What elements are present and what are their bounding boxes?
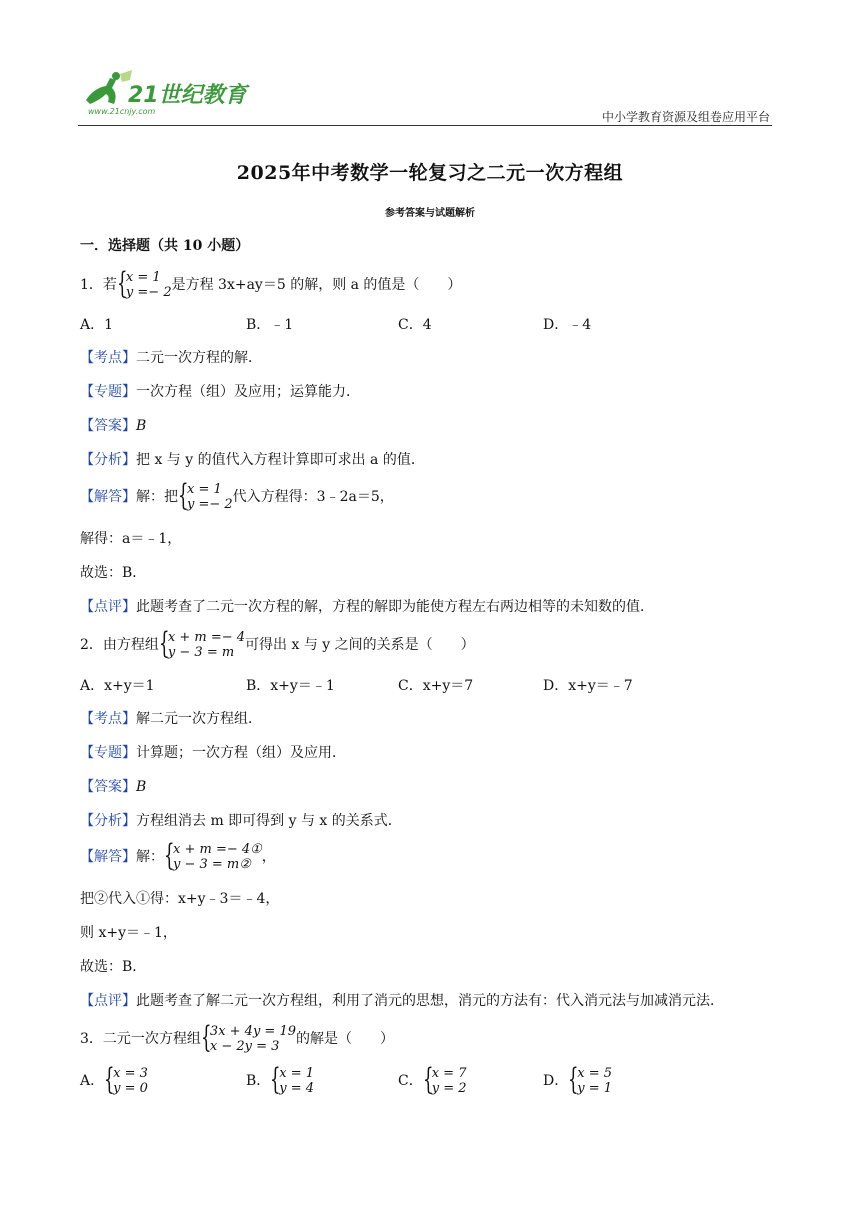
q1-comment: 【点评】此题考查了二元一次方程的解，方程的解即为能使方程左右两边相等的未知数的值．: [80, 599, 654, 615]
q2-step-2: 则 x+y＝﹣1，: [80, 925, 177, 941]
logo-url: www.21cnjy.com: [88, 107, 156, 116]
q2-kaodian: 【考点】解二元一次方程组．: [80, 711, 262, 727]
q1-number: 1．若: [80, 277, 117, 293]
q2-solution-system: { x + m =− 4① y − 3 = m②: [164, 838, 262, 873]
q3-system: { 3x + 4y = 19 x − 2y = 3: [200, 1020, 296, 1055]
q1-option-c: C．4: [398, 317, 432, 333]
q2-comment: 【点评】此题考查了解二元一次方程组，利用了消元的思想，消元的方法有：代入消元法与加减消元法．: [80, 993, 724, 1009]
q2-option-d: D．x+y＝﹣7: [543, 678, 633, 694]
q1-answer: 【答案】B: [80, 418, 147, 434]
q1-option-d: D．﹣4: [543, 317, 592, 333]
q3-option-d: D． { x = 5 y = 1: [543, 1062, 613, 1097]
q1-text: 是方程 3x+ay＝5 的解，则 a 的值是（ ）: [171, 277, 462, 293]
q3-stem: [80, 1020, 394, 1055]
q1-step: 解得：a＝﹣1，: [80, 531, 182, 547]
q1-analysis: 【分析】把 x 与 y 的值代入方程计算即可求出 a 的值．: [80, 452, 425, 468]
q1-choice: 故选：B．: [80, 565, 147, 581]
logo-text: 21世纪教育: [128, 83, 247, 108]
logo: [80, 70, 260, 120]
q3-option-b: B． { x = 1 y = 4: [246, 1062, 315, 1097]
document-subtitle: 参考答案与试题解析: [385, 208, 475, 219]
section-heading: 一．选择题（共 10 小题）: [80, 238, 250, 254]
q2-number: 2．由方程组: [80, 637, 159, 653]
q2-step-1: 把②代入①得：x+y﹣3＝﹣4，: [80, 891, 280, 907]
q2-zhuanti: 【专题】计算题；一次方程（组）及应用．: [80, 745, 346, 761]
q3-number: 3．二元一次方程组: [80, 1031, 201, 1047]
platform-name: 中小学教育资源及组卷应用平台: [601, 110, 770, 124]
runner-logo-icon: [80, 70, 260, 120]
q1-kaodian: 【考点】二元一次方程的解．: [80, 350, 262, 366]
q1-solution-system: { x = 1 y =− 2: [178, 478, 233, 513]
q2-answer: 【答案】B: [80, 779, 147, 795]
q2-analysis: 【分析】方程组消去 m 即可得到 y 与 x 的关系式．: [80, 813, 402, 829]
q1-zhuanti: 【专题】一次方程（组）及应用；运算能力．: [80, 384, 360, 400]
q2-stem: [80, 626, 475, 661]
q2-system: { x + m =− 4 y − 3 = m: [158, 626, 246, 661]
header-divider: [78, 125, 772, 126]
q2-option-b: B．x+y＝﹣1: [246, 678, 335, 694]
q3-text: 的解是（ ）: [296, 1031, 394, 1047]
q1-option-b: B．﹣1: [246, 317, 294, 333]
q2-text: 可得出 x 与 y 之间的关系是（ ）: [245, 637, 475, 653]
q2-option-c: C．x+y＝7: [398, 678, 474, 694]
q2-option-a: A．x+y＝1: [80, 678, 155, 694]
q2-choice: 故选：B．: [80, 959, 147, 975]
q3-option-a: A． { x = 3 y = 0: [80, 1062, 148, 1097]
q1-stem: [80, 266, 462, 301]
q3-option-c: C． { x = 7 y = 2: [398, 1062, 467, 1097]
q1-option-a: A．1: [80, 317, 114, 333]
q1-system: { x = 1 y =− 2: [116, 266, 172, 301]
document-title: 2025年中考数学一轮复习之二元一次方程组: [236, 162, 624, 184]
q2-solution: 【解答】解： { x + m =− 4① y − 3 = m② ，: [80, 838, 276, 873]
q1-solution: 【解答】解：把 { x = 1 y =− 2 代入方程得：3﹣2a＝5，: [80, 478, 394, 513]
